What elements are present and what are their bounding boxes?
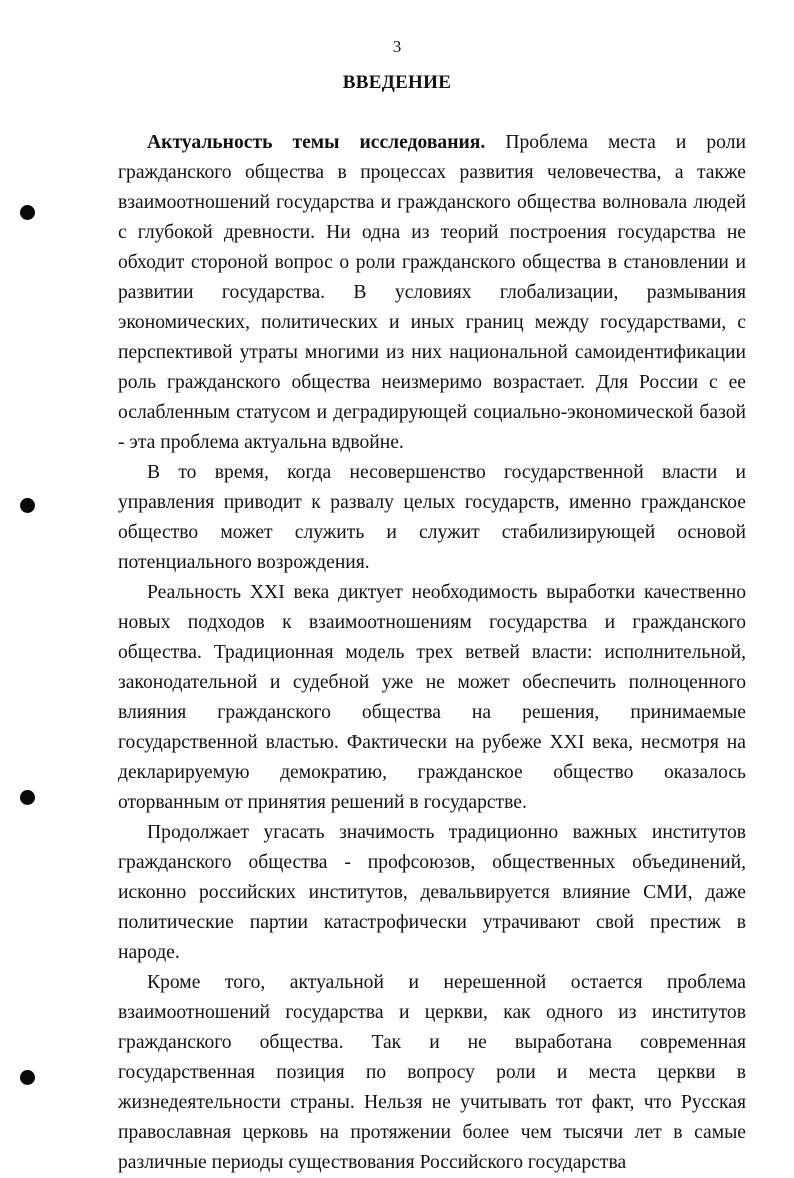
paragraph-relevance xyxy=(118,128,746,458)
paragraph-institutions: Продолжает угасать значимость традиционно важных институтов гражданского общества - профсоюзов, общественных объединений, исконно российских институтов, девальвируется влияние СМИ, даже политические партии катастрофически утрачивают свой престиж в народе. xyxy=(118,822,746,963)
page-number: 3 xyxy=(392,37,402,56)
paragraph-lead: Актуальность темы исследования. xyxy=(147,132,486,153)
punch-hole xyxy=(20,1070,35,1085)
paragraph-church: Кроме того, актуальной и нерешенной остается проблема взаимоотношений государства и церкви, как одного из институтов гражданского общества. Так и не выработана современная государственная позиция по вопросу роли и места церкви в жизнедеятельности страны. Нельзя не учитывать тот факт, что Русская православная церковь на протяжении более чем тысячи лет в самые различные периоды существования Российского государства xyxy=(118,972,746,1173)
body-text xyxy=(118,128,746,1178)
punch-hole xyxy=(20,790,35,805)
punch-hole xyxy=(20,498,35,513)
punch-hole xyxy=(20,205,35,220)
section-heading: ВВЕДЕНИЕ xyxy=(342,72,452,93)
paragraph-xxi-century: Реальность XXI века диктует необходимость выработки качественно новых подходов к взаимоотношениям государства и гражданского общества. Традиционная модель трех ветвей власти: исполнительной, законодательной и судебной уже не может обеспечить полноценного влияния гражданского общества на решения, принимаемые государственной властью. Фактически на рубеже XXI века, несмотря на декларируемую демократию, гражданское общество оказалось оторванным от принятия решений в государстве. xyxy=(118,582,746,813)
paragraph-state-power: В то время, когда несовершенство государственной власти и управления приводит к развалу целых государств, именно гражданское общество может служить и служит стабилизирующей основой потенциального возрождения. xyxy=(118,462,746,573)
paragraph-text: Проблема места и роли гражданского общества в процессах развития человечества, а также взаимоотношений государства и гражданского общества волновала людей с глубокой древности. Ни одна из теорий построения государства не обходит стороной вопрос о роли гражданского общества в становлении и развитии государства. В условиях глобализации, размывания экономических, политических и иных границ между государствами, с перспективой утраты многими из них национальной самоидентификации роль гражданского общества неизмеримо возрастает. Для России с ее ослабленным статусом и деградирующей социально-экономической базой - эта проблема актуальна вдвойне. xyxy=(118,132,746,453)
